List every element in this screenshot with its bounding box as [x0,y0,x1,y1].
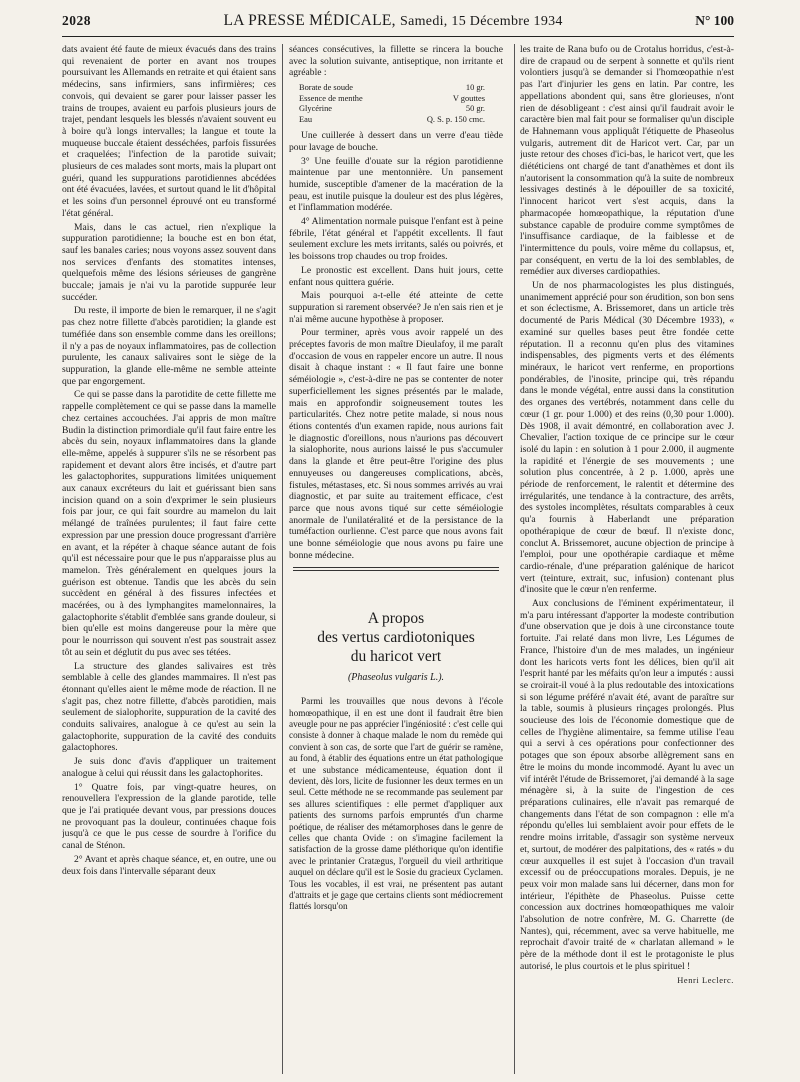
ingredient-name: Glycérine [299,104,333,114]
paragraph: 4° Alimentation normale puisque l'enfant est à peine fébrile, l'état général et l'appétit excellents. Il faut seulement exclure les mets irritants, salés ou poivrés, et les boissons trop chaudes ou trop froides. [289,216,503,263]
section-rule [293,570,499,571]
column-divider [282,44,283,1074]
journal-title: LA PRESSE MÉDICALE, [223,12,396,29]
paragraph: 2° Avant et après chaque séance, et, en outre, une ou deux fois dans l'intervalle séparant deux [62,853,276,877]
paragraph: Ce qui se passe dans la parotidite de cette fillette me rappelle complètement ce qui se passe dans la mamelle chez certaines accouchées. J'ai appris de mon maître Budin la distinction primordiale qu'il faut faire entre les abcès du sein, noyaux inflammatoires dans la glande elle-même, appelés à suppurer s'ils ne se résorbent pas rapidement et devant alors être incisés, et d'autre part les galactophorites, suppurations limitées uniquement aux canaux excréteurs du lait et guérissant bien sans incision quand on a soin d'exprimer le sein plusieurs fois par jour, ce qui fait sourdre au mamelon du lait mélangé de traînées purulentes; il faut faire cette expression par une pression douce progressant d'arrière en avant, et la répéter à chaque séance autant de fois qu'il est nécessaire pour que le pus n'apparaisse plus au mamelon. Très généralement en quelques jours la guérison est obtenue. Tandis que les abcès du sein succèdent en général à des fissures infectées et macérées, ou à des lymphangites mamelonnaires, la galactophorite s'établit d'emblée sans grande douleur, si bien qu'elle est moins dangereuse pour la mère que pour le nourrisson qui souvent n'est pas soustrait assez tôt au sein et déglutit du pus avec ses tétées. [62,389,276,658]
formula-row [299,83,503,94]
paragraph: Mais pourquoi a-t-elle été atteinte de cette suppuration si rarement observée? Je n'en sais rien et je n'ai même aucune hypothèse à proposer. [289,290,503,325]
page-header [62,12,734,37]
article-title [289,609,503,666]
column-3 [520,44,734,1074]
article-title-line: A propos [367,610,425,628]
ingredient-qty: 10 gr. [465,83,485,93]
paragraph: séances consécutives, la fillette se rincera la bouche avec la solution suivante, antiseptique, non irritante et agréable : [289,44,503,79]
column-divider [514,44,515,1074]
ingredient-qty: Q. S. p. 150 cmc. [426,114,485,124]
paragraph: Je suis donc d'avis d'appliquer un traitement analogue à celui qui réussit dans les galactophorites. [62,756,276,779]
paragraph: Aux conclusions de l'éminent expérimentateur, il m'a paru intéressant d'apporter la modeste contribution d'une observation que je dois à une circonstance toute fortuite. J'ai relaté dans mon livre, Les Légumes de France, l'histoire d'un de mes malades, un ingénieur dont les haricots verts font les délices, bien qu'il ait l'esprit hanté par les méfaits qu'on leur a imputés : aussi se croirait-il voué à la plus redoutable des intoxications si son légume préféré n'avait été, avant de paraître sur la table, soumis à plusieurs rinçages prolongés. Plus soucieuse des lois de l'économie domestique que de celles de l'hygiène alimentaire, sa femme utilise l'eau qui a servi à ces opérations pour confectionner des potages que son époux absorbe allègrement sans en être le moins du monde incommodé. Ayant lu avec un vif intérêt l'étude de Brissemoret, j'ai demandé à la sage ménagère si, à la suite de l'ingestion de ces préparations culinaires, elle n'avait pas remarqué de changements dans l'état de son compagnon : elle m'a répondu qu'elles lui semblaient avoir pour effets de le rendre moins irritable, d'assagir son système nerveux et, surtout, de modérer des palpitations, des « ratés » du cœur auxquelles il est sujet à l'occasion d'un travail excessif ou de préoccupations morales. Depuis, je ne peux voir mon malade sans lui décerner, dans mon for intérieur, l'épithète de Phaseolus. Puisse cette concession aux doctrines homœopathiques me valoir l'absolution de notre confrère, M. G. Charrette (de Nantes), qui, récemment, avec sa verve habituelle, me reprochait d'avoir traité de « charlatan allemand » le père de la méthode dont il est le protagoniste le plus autorisé, le plus courtois et le plus spirituel ! [520,598,734,972]
section-rule [293,567,499,568]
ingredient-qty: V gouttes [452,93,485,103]
formula-row [299,104,503,115]
issue-date: Samedi, 15 Décembre 1934 [400,14,563,29]
paragraph: 1° Quatre fois, par vingt-quatre heures, on renouvellera l'expression de la glande parotide, telle que je l'ai pratiquée devant vous, par pressions douces ne provoquant pas la douleur, continuées chaque fois jusqu'à ce que le pus cesse de sourdre à l'orifice du canal de Sténon. [62,781,276,852]
author-signature: Henri Leclerc. [677,975,734,985]
article-subtitle: (Phaseolus vulgaris L.). [347,672,445,684]
paragraph: les traite de Rana bufo ou de Crotalus horridus, c'est-à-dire de crapaud ou de serpent à sonnette et qu'ils rient volontiers jusqu'à se demander si l'homœopathie n'est pas l'art d'injurier les gens en latin. Par contre, les appellations abondent qui, sans être glorieuses, n'ont rien de désobligeant : c'est ainsi qu'il faudrait avoir le caractère bien mal fait pour se formaliser qu'un disciple de Hahnemann vous appliquât l'étiquette de Phaseolus vulgaris, autrement dit de Haricot vert. Car, par un juste retour des choses d'ici-bas, le haricot vert, que les diététiciens ont chargé de tant d'anathèmes et dont ils n'autorisent la consommation qu'à la suite de nombreux lessivages destinés à le dépouiller de sa toxicité, l'innocent haricot vert s'est acquis, dans la pharmacopée homœopathique, la réputation d'une substance capable de produire comme symptômes de l'insuffisance cardiaque, de la faiblesse et de l'intermittence du pouls, voire même du collapsus, et, par conséquent, en vertu de la loi des semblables, de remédier aux diverses cardiopathies. [520,44,734,278]
formula-row [299,115,503,126]
column-2 [289,44,503,1074]
prescription-formula [299,83,503,125]
ingredient-name: Essence de menthe [299,93,363,103]
column-1 [62,44,276,1074]
masthead [223,12,562,30]
paragraph: Pour terminer, après vous avoir rappelé un des préceptes favoris de mon maître Dieulafoy, il me paraît d'occasion de vous en rappeler encore un autre. Il nous disait à chaque instant : « Il faut faire une bonne séméiologie », c'est-à-dire ne pas se contenter de noter superficiellement les signes présentés par le malade, mais en approfondir soigneusement toutes les particularités. Chez notre petite malade, si nous nous étions contentés d'un examen rapide, nous aurions fait le diagnostic d'oreillons, nous n'aurions pas découvert la sialophorite, nous aurions laissé le pus s'accumuler dans la glande et être peut-être l'origine des plus ennuyeuses ou dangereuses complications, abcès, fistules, métastases, etc. Si nous sommes arrivés au vrai diagnostic, et par suite au traitement efficace, c'est parce que nous avons tiqué sur cette séméiologie anormale de l'unilatéralité et de la persistance de la tuméfaction ourlienne. C'est parce que nous avons fait une bonne séméiologie que nous avons pu faire une bonne médecine. [289,327,503,561]
paragraph: La structure des glandes salivaires est très semblable à celle des glandes mammaires. Il n'est pas étonnant qu'elles aient le même mode de réaction. Il ne s'agit pas, chez notre fillette, d'abcès parotidien, mais seulement de sialophorite, suppuration de la cavité des conduits salivaires, analogue à ce qu'est au sein la galactophorite, suppuration de la cavité des conduits galactophores. [62,660,276,754]
issue-number: N° 100 [695,13,734,28]
article-title-line: du haricot vert [350,648,442,666]
paragraph: Parmi les trouvailles que nous devons à l'école homœopathique, il en est une dont il faudrait être bien aveugle pour ne pas apprécier l'ingéniosité : c'est celle qui consiste à donner à chaque malade le nom du remède qui convient à son cas, de sorte que l'art de guérir se ramène, au fond, à établir des équations entre un état pathologique et une substance médicamenteuse, équation dont il devient, dès lors, licite de fusionner les deux termes en un seul. Cette méthode ne se recommande pas seulement par ses allures scientifiques : elle permet d'appliquer aux patients des surnoms parfois empruntés d'un charme poétique, de réaliser des métamorphoses dans le genre de celles que chanta Ovide : on s'imagine facilement la satisfaction de la grosse dame pléthorique qu'on identifie avec le printanier Cratægus, l'orgueil du vieil arthritique auquel on déclare qu'il est le Sosie du gracieux Cyclamen. Tous les vocables, il est vrai, ne présentent pas autant d'attraits et je gage que certains clients sont médiocrement flattés lorsqu'on [289,696,503,912]
paragraph: Une cuillerée à dessert dans un verre d'eau tiède pour lavage de bouche. [289,130,503,153]
ingredient-qty: 50 gr. [465,104,485,114]
ingredient-name: Eau [299,114,313,124]
paragraph: dats avaient été faute de mieux évacués dans des trains qui revenaient de porter en avant nos troupes poursuivant les Allemands en retraite et qui étaient sans médecins, sans infirmiers, sans infirmières; ces convois, qui devaient se garer pour laisser passer les trains de troupes, avaient eu parfois plusieurs jours de trajet, pendant lesquels les blessés n'avaient souvent eu à boire qu'à longs intervalles; la langue et toute la muqueuse buccale étaient desséchées, parfois fissurées et craquelées; l'infection de la parotide suivait; plusieurs de ces malades sont morts, mais la plupart ont guéri, quand les suppurations parotidiennes abcédées ont été évacuées, lavées, et surtout quand le lit d'hôpital et les soins d'un personnel éprouvé ont eu transformé l'état général. [62,44,276,219]
page-number: 2028 [62,13,91,28]
ingredient-name: Borate de soude [299,83,353,93]
paragraph: Un de nos pharmacologistes les plus distingués, unanimement apprécié pour son érudition, son bon sens et son éclectisme, A. Brissemoret, dans un article très documenté de Paris Médical (30 Décembre 1933), « examiné sur quelles bases peut être fondée cette réputation. Il a reconnu qu'en plus des vitamines indispensables, des pigments verts et des éléments minéraux, le haricot vert renferme, en proportions pondérables, de l'inosite, principe qui, très répandu dans le monde végétal, entre aussi dans la constitution des organes des vertébrés, notamment dans celle du cœur (1 gr. pour 1.000) et des reins (0,30 pour 1.000). Dès 1908, il avait démontré, en collaboration avec J. Chevalier, l'action toxique de ce principe sur le cœur isolé du lapin : en solution à 1 pour 2.000, il augmente la rapidité et l'énergie de ses mouvements ; une solution plus concentrée, à 2 p. 1.000, après une période de renforcement, le ralentit et détermine des irrégularités, une tendance à la contracture, des arrêts, des systoles incomplètes, résultats comparables à ceux qu'a fournis à Haberlandt une préparation opothérapique de cœur de bœuf. Il n'existe donc, conclut A. Brissemoret, aucune objection de principe à l'emploi, pour une opothérapie cardiaque et même cardio-rénale, d'une préparation galénique de haricot vert (teinture, extrait, suc, infusion) contenant plus d'inosite que le cœur n'en renferme. [520,280,734,596]
paragraph: 3° Une feuille d'ouate sur la région parotidienne maintenue par une mentonnière. Un pansement humide, susceptible d'amener de la macération de la peau, est inutile puisque la douleur est des plus légères, et l'inflammation modérée. [289,155,503,214]
article-body [289,696,503,913]
paragraph: Mais, dans le cas actuel, rien n'explique la suppuration parotidienne; la bouche est en bon état, sauf les banales caries; nous voyons assez souvent dans nos services d'enfants des stomatites intenses, quelquefois même des lésions sérieuses de gangrène buccale; jamais je n'ai vu la parotide suppurée leur succéder. [62,221,276,303]
article-title-line: des vertus cardiotoniques [317,629,475,647]
formula-row [299,94,503,105]
paragraph: Le pronostic est excellent. Dans huit jours, cette enfant nous quittera guérie. [289,264,503,288]
paragraph: Du reste, il importe de bien le remarquer, il ne s'agit pas chez notre fillette d'abcès parotidien; la glande est tuméfiée dans son ensemble comme dans les oreillons; il n'y a pas de noyaux inflammatoires, pas de collection purulente, les canaux salivaires sont le siège de la suppuration, la glande elle-même ne semble atteinte que par engorgement. [62,305,276,387]
